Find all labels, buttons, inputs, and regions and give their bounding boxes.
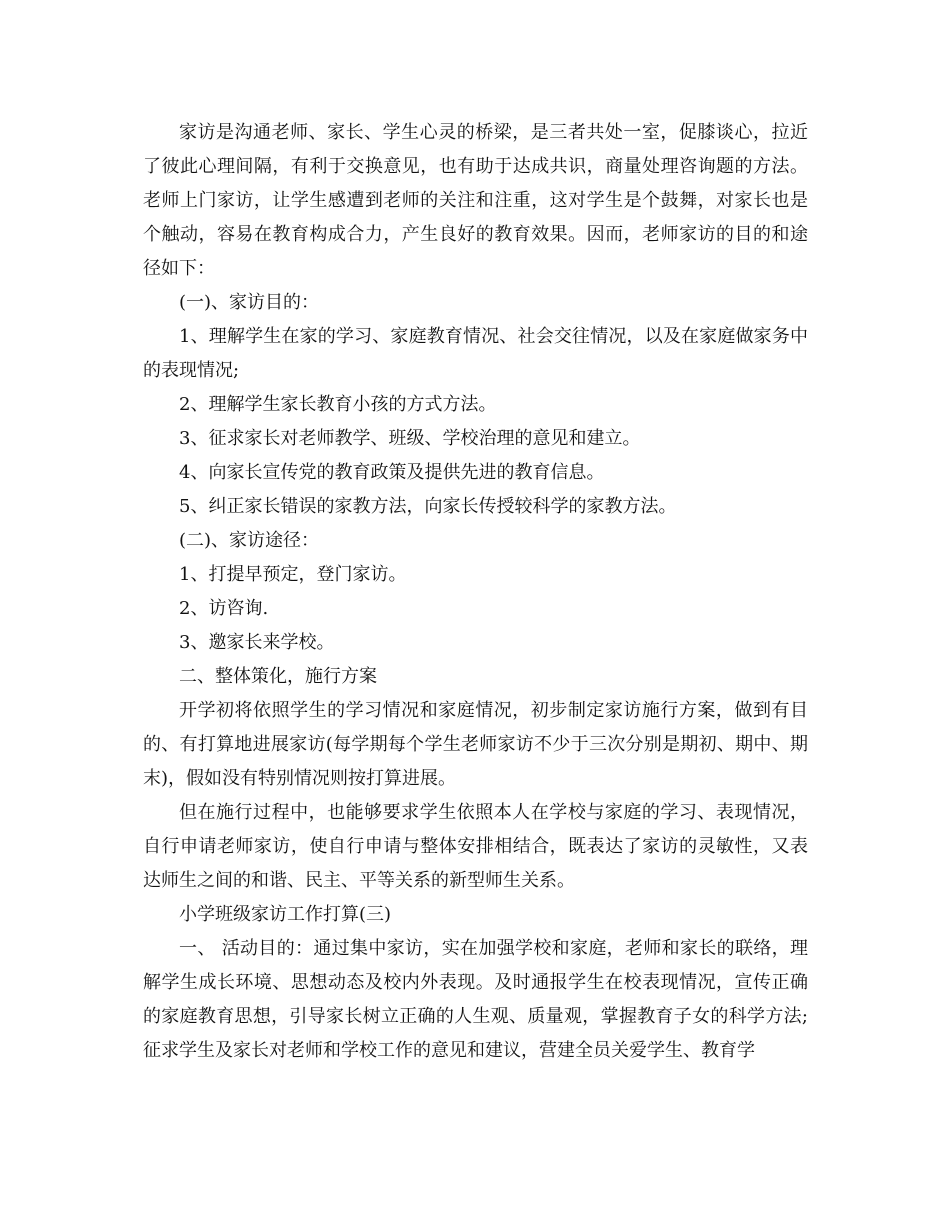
purpose-item-3: 3、征求家长对老师教学、班级、学校治理的意见和建立。 bbox=[179, 428, 641, 449]
purpose-item-1: 1、理解学生在家的学习、家庭教育情况、社会交往情况，以及在家庭做家务中的表现情况; bbox=[143, 326, 808, 381]
approach-item-3: 3、邀家长来学校。 bbox=[179, 632, 335, 653]
approach-item-2: 2、访咨询. bbox=[179, 598, 269, 619]
approach-item-1: 1、打提早预定，登门家访。 bbox=[179, 564, 407, 585]
section-heading-purpose: (一)、家访目的： bbox=[179, 292, 320, 313]
purpose-item-2: 2、理解学生家长教育小孩的方式方法。 bbox=[179, 394, 497, 415]
purpose-item-5: 5、纠正家长错误的家教方法，向家长传授较科学的家教方法。 bbox=[179, 496, 677, 517]
section-heading-approach: (二)、家访途径： bbox=[179, 530, 320, 551]
activity-purpose-paragraph: 一、 活动目的：通过集中家访，实在加强学校和家庭，老师和家长的联络，理解学生成长环境、思想动态及校内外表现。及时通报学生在校表现情况，宣传正确的家庭教育思想，引导家长树立正确的人生观、质量观，掌握教育子女的科学方法;征求学生及家长对老师和学校工作的意见和建议，营建全员关爱学生、教育学 bbox=[143, 938, 808, 1061]
plan-paragraph-2: 但在施行过程中，也能够要求学生依照本人在学校与家庭的学习、表现情况，自行申请老师家访，使自行申请与整体安排相结合，既表达了家访的灵敏性，又表达师生之间的和谐、民主、平等关系的新型师生关系。 bbox=[143, 802, 808, 891]
document-body bbox=[143, 116, 808, 1068]
plan-paragraph-1: 开学初将依照学生的学习情况和家庭情况，初步制定家访施行方案，做到有目的、有打算地进展家访(每学期每个学生老师家访不少于三次分别是期初、期中、期末)，假如没有特别情况则按打算进展。 bbox=[143, 700, 808, 789]
section-heading-plan: 二、整体策化，施行方案 bbox=[179, 666, 377, 687]
intro-paragraph: 家访是沟通老师、家长、学生心灵的桥梁，是三者共处一室，促膝谈心，拉近了彼此心理间隔，有利于交换意见，也有助于达成共识，商量处理咨询题的方法。老师上门家访，让学生感遭到老师的关注和注重，这对学生是个鼓舞，对家长也是个触动，容易在教育构成合力，产生良好的教育效果。因而，老师家访的目的和途径如下： bbox=[143, 122, 808, 279]
section-title-part-three: 小学班级家访工作打算(三) bbox=[179, 904, 392, 925]
purpose-item-4: 4、向家长宣传党的教育政策及提供先进的教育信息。 bbox=[179, 462, 605, 483]
